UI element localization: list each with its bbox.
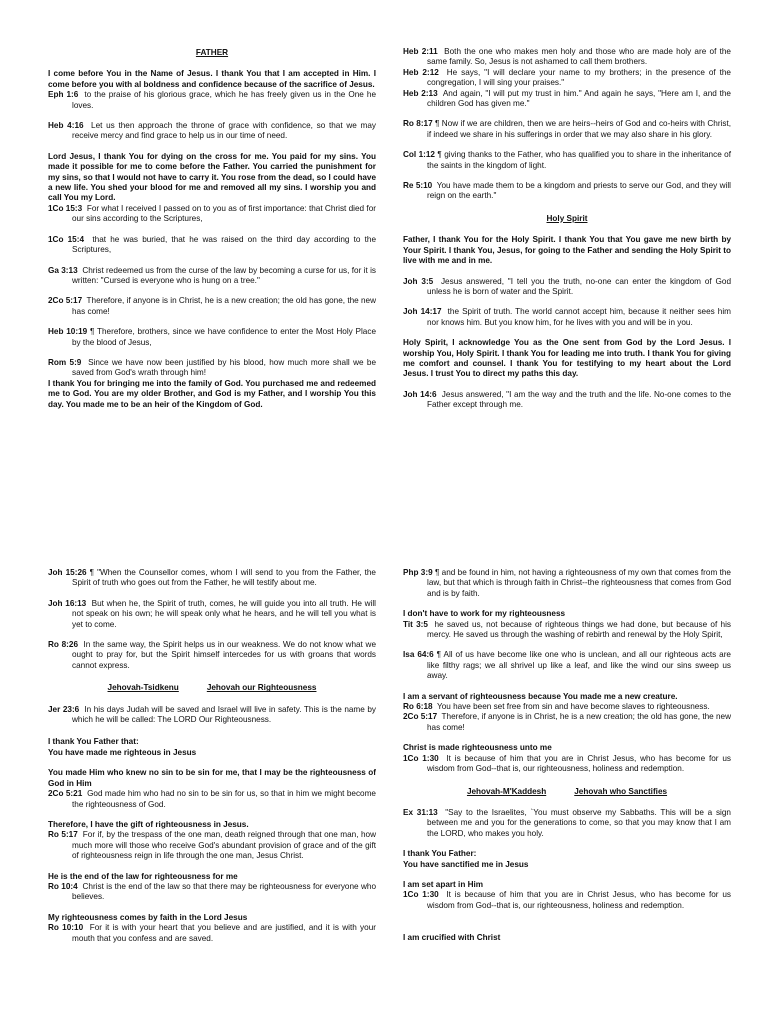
verse-rom-5-9 xyxy=(48,358,376,379)
section-family-holy-spirit xyxy=(403,47,731,411)
verse-text: You have made them to be a kingdom and priests to serve our God, and they will reign on the earth." xyxy=(427,181,731,201)
verse-text: He says, "I will declare your name to my brothers; in the presence of the congregation, I will sing your praises." xyxy=(427,67,731,88)
verse-ga-3-13 xyxy=(48,266,376,287)
verse-text: ¶ and be found in him, not having a righteousness of my own that comes from the law, but that which is through faith in Christ--the righteousness that comes from God and is by faith. xyxy=(427,568,731,598)
verse-text: For if, by the trespass of the one man, death reigned through that one man, how much more will those who receive God's abundant provision of grace and of the gift of righteousness reign in life through the one man, Jesus Christ. xyxy=(72,830,376,861)
verse-ref: Isa 64:6 xyxy=(403,650,434,660)
prayer-paragraph: Lord Jesus, I thank You for dying on the cross for me. You paid for my sins. You made it possible for me to come before the Father. You carried the punishment for my sins, so that I would not have to carry it. You rose from the dead, so I could have a new life. You shed your blood for me and removed all my sins. I worship you and call You my Lord. xyxy=(48,151,376,203)
prayer-line: Therefore, I have the gift of righteousness in Jesus. xyxy=(48,819,249,829)
verse-text: It is because of him that you are in Christ Jesus, who has become for us wisdom from God--that is, our righteousness, holiness and redemption. xyxy=(427,753,731,774)
verse-ref: Heb 10:19 xyxy=(48,327,88,337)
verse-heb-2-12 xyxy=(403,68,731,89)
verse-heb-10-19 xyxy=(48,327,376,348)
verse-ref: Tit 3:5 xyxy=(403,619,428,629)
verse-text: Therefore, if anyone is in Christ, he is a new creation; the old has gone, the new has come! xyxy=(427,712,732,732)
verse-2co-5-17 xyxy=(403,712,731,733)
verse-ref: Joh 15:26 xyxy=(48,568,87,577)
verse-text: "Say to the Israelites, `You must observe my Sabbaths. This will be a sign between me and you for the generations to come, so that you may know that I am the LORD, who makes you holy. xyxy=(427,807,731,838)
verse-1co-1-30 xyxy=(403,890,731,911)
verse-ro-8-17 xyxy=(403,119,731,140)
verse-ref: Rom 5:9 xyxy=(48,357,82,367)
verse-text: ¶ Now if we are children, then we are heirs--heirs of God and co-heirs with Christ, if indeed we share in his sufferings in order that we may also share in his glory. xyxy=(427,119,732,139)
verse-ref: 2Co 5:21 xyxy=(48,789,83,799)
verse-text: You have been set free from sin and have become slaves to righteousness. xyxy=(436,702,710,712)
verse-col-1-12 xyxy=(403,150,731,171)
prayer-line: I am set apart in Him xyxy=(403,879,484,889)
verse-ro-6-18 xyxy=(403,702,731,712)
prayer-line: I don't have to work for my righteousness xyxy=(403,609,566,619)
verse-text: It is because of him that you are in Christ Jesus, who has become for us wisdom from God--that is, our righteousness, holiness and redemption. xyxy=(427,890,731,910)
verse-joh-15-26 xyxy=(48,568,376,589)
heading-name: Jehovah-Tsidkenu xyxy=(107,683,179,693)
verse-heb-2-11 xyxy=(403,47,731,68)
verse-ref: Ro 10:4 xyxy=(48,881,78,891)
verse-ref: Joh 16:13 xyxy=(48,598,87,608)
prayer-paragraph: Father, I thank You for the Holy Spirit. I thank You that You gave me new birth by Your Spirit. I thank You, Jesus, for going to the Father and sending the Holy Spirit to live with me and in me. xyxy=(403,235,731,266)
verse-text: ¶ giving thanks to the Father, who has qualified you to share in the inheritance of the saints in the kingdom of light. xyxy=(427,150,731,170)
verse-ref: Heb 2:12 xyxy=(403,67,439,77)
heading-meaning: Jehovah who Sanctifies xyxy=(574,786,668,796)
verse-ref: Ro 8:17 xyxy=(403,119,433,129)
verse-text: Jesus answered, "I am the way and the truth and the life. No-one comes to the Father except through me. xyxy=(427,389,732,410)
verse-heb-4-16 xyxy=(48,121,376,142)
verse-text: Christ is the end of the law so that there may be righteousness for everyone who believes. xyxy=(72,881,376,902)
heading-meaning: Jehovah our Righteousness xyxy=(206,683,317,693)
prayer-line: You have made me righteous in Jesus xyxy=(48,747,197,757)
verse-ref: Joh 3:5 xyxy=(403,276,434,286)
verse-ref: Ex 31:13 xyxy=(403,807,438,817)
verse-eph-1-6 xyxy=(48,90,376,111)
verse-ref: Ro 10:10 xyxy=(48,923,84,933)
verse-1co-1-30 xyxy=(403,754,731,775)
verse-ref: Ro 6:18 xyxy=(403,702,433,712)
heading-jehovah-tsidkenu xyxy=(48,683,376,693)
verse-text: In his days Judah will be saved and Israel will live in safety. This is the name by which he will be called: The LORD Our Righteousness. xyxy=(72,704,376,725)
verse-joh-16-13 xyxy=(48,599,376,630)
verse-text: Both the one who makes men holy and those who are made holy are of the same family. So, Jesus is not ashamed to call them brothers. xyxy=(427,47,731,67)
verse-re-5-10 xyxy=(403,181,731,202)
verse-text: that he was buried, that he was raised on the third day according to the Scriptures, xyxy=(72,234,376,255)
verse-ref: Heb 2:13 xyxy=(403,88,438,98)
verse-ref: Col 1:12 xyxy=(403,150,435,160)
verse-ref: Ro 8:26 xyxy=(48,640,79,650)
verse-text: For it is with your heart that you believe and are justified, and it is with your mouth that you confess and are saved. xyxy=(72,923,376,943)
verse-text: But when he, the Spirit of truth, comes, he will guide you into all truth. He will not speak on his own; he will speak only what he hears, and he will tell you what is yet to come. xyxy=(72,598,376,629)
verse-ro-10-4 xyxy=(48,882,376,903)
verse-text: ¶ "When the Counsellor comes, whom I will send to you from the Father, the Spirit of truth who goes out from the Father, he will testify about me. xyxy=(72,568,376,588)
verse-ref: Jer 23:6 xyxy=(48,704,80,714)
section-father xyxy=(48,48,376,410)
verse-ex-31-13 xyxy=(403,808,731,839)
verse-joh-3-5 xyxy=(403,277,731,298)
verse-jer-23-6 xyxy=(48,705,376,726)
verse-ro-5-17 xyxy=(48,830,376,861)
verse-ref: 2Co 5:17 xyxy=(403,712,438,722)
verse-text: In the same way, the Spirit helps us in our weakness. We do not know what we ought to pray for, but the Spirit himself intercedes for us with groans that words cannot express. xyxy=(72,640,377,670)
heading-father: FATHER xyxy=(195,48,229,57)
verse-1co-15-4 xyxy=(48,235,376,256)
verse-text: Christ redeemed us from the curse of the law by becoming a curse for us, for it is written: "Cursed is everyone who is hung on a tree." xyxy=(72,265,376,285)
verse-2co-5-21 xyxy=(48,789,376,810)
verse-text: Therefore, if anyone is in Christ, he is a new creation; the old has gone, the new has come! xyxy=(72,296,377,316)
verse-heb-2-13 xyxy=(403,89,731,110)
verse-text: he saved us, not because of righteous things we had done, but because of his mercy. He saved us through the washing of rebirth and renewal by the Holy Spirit, xyxy=(427,619,731,640)
heading-name: Jehovah-M'Kaddesh xyxy=(466,786,547,796)
verse-text: Since we have now been justified by his blood, how much more shall we be saved from God's wrath through him! xyxy=(72,357,376,378)
verse-ref: 2Co 5:17 xyxy=(48,296,83,306)
heading-holy-spirit: Holy Spirit xyxy=(546,213,588,223)
prayer-line: I thank You Father: xyxy=(403,849,477,859)
verse-ref: Joh 14:6 xyxy=(403,389,437,399)
verse-text: Jesus answered, "I tell you the truth, no-one can enter the kingdom of God unless he is born of water and the Spirit. xyxy=(427,276,731,296)
verse-text: Let us then approach the throne of grace with confidence, so that we may receive mercy and find grace to help us in our time of need. xyxy=(72,121,376,141)
verse-text: And again, "I will put my trust in him." And again he says, "Here am I, and the children God has given me." xyxy=(427,88,731,109)
verse-tit-3-5 xyxy=(403,620,731,641)
verse-isa-64-6 xyxy=(403,650,731,681)
verse-text: ¶ Therefore, brothers, since we have confidence to enter the Most Holy Place by the blood of Jesus, xyxy=(72,327,376,347)
heading-jehovah-mkaddesh xyxy=(403,787,731,797)
verse-ro-8-26 xyxy=(48,640,376,671)
verse-text: For what I received I passed on to you as of first importance: that Christ died for our sins according to the Scriptures, xyxy=(72,203,376,224)
prayer-paragraph: I thank You for bringing me into the family of God. You purchased me and redeemed me to God. You are my older Brother, and God is my Father, and I worship You this day. You made me to be an heir of the Kingdom of God. xyxy=(48,378,376,409)
verse-ref: Joh 14:17 xyxy=(403,307,442,317)
prayer-line: You have sanctified me in Jesus xyxy=(403,859,529,869)
prayer-line: I am crucified with Christ xyxy=(403,933,501,943)
verse-ref: 1Co 15:3 xyxy=(48,203,83,213)
prayer-line: My righteousness comes by faith in the Lord Jesus xyxy=(48,912,248,922)
verse-text: the Spirit of truth. The world cannot accept him, because it neither sees him nor knows him. But you know him, for he lives with you and will be in you. xyxy=(427,307,731,327)
verse-1co-15-3 xyxy=(48,204,376,225)
verse-ref: Heb 2:11 xyxy=(403,47,438,56)
prayer-paragraph: I come before You in the Name of Jesus. I thank You that I am accepted in Him. I come before you with al boldness and confidence because of the sacrifice of Jesus. xyxy=(48,69,376,89)
verse-joh-14-6 xyxy=(403,390,731,411)
prayer-line: He is the end of the law for righteousness for me xyxy=(48,871,238,881)
verse-ref: Ro 5:17 xyxy=(48,830,78,840)
verse-ref: Ga 3:13 xyxy=(48,265,78,275)
prayer-line: I am a servant of righteousness because You made me a new creature. xyxy=(403,691,678,701)
verse-ro-10-10 xyxy=(48,923,376,944)
verse-php-3-9 xyxy=(403,568,731,599)
section-jehovah-tsidkenu xyxy=(48,568,376,944)
verse-2co-5-17 xyxy=(48,296,376,317)
prayer-line: I thank You Father that: xyxy=(48,737,139,747)
verse-ref: 1Co 1:30 xyxy=(403,753,439,763)
section-jehovah-mkaddesh xyxy=(403,568,731,944)
prayer-line: Christ is made righteousness unto me xyxy=(403,743,552,753)
prayer-paragraph: Holy Spirit, I acknowledge You as the One sent from God by the Lord Jesus. I worship You, Holy Spirit. I thank You for leading me into truth. I thank You for giving me comfort and counsel. I thank You for testifying to my heart about the Lord Jesus. I trust You to direct my paths this day. xyxy=(403,338,731,379)
verse-text: to the praise of his glorious grace, which he has freely given us in the One he loves. xyxy=(72,90,376,110)
verse-ref: Php 3:9 xyxy=(403,568,433,577)
verse-ref: 1Co 1:30 xyxy=(403,890,439,900)
verse-text: God made him who had no sin to be sin for us, so that in him we might become the righteousness of God. xyxy=(72,789,376,809)
verse-ref: Heb 4:16 xyxy=(48,121,84,131)
verse-ref: 1Co 15:4 xyxy=(48,234,85,244)
verse-ref: Re 5:10 xyxy=(403,181,433,191)
prayer-line: You made Him who knew no sin to be sin for me, that I may be the righteousness of God in Him xyxy=(48,768,376,788)
verse-text: ¶ All of us have become like one who is unclean, and all our righteous acts are like filthy rags; we all shrivel up like a leaf, and like the wind our sins sweep us away. xyxy=(427,650,731,681)
verse-joh-14-17 xyxy=(403,307,731,328)
verse-ref: Eph 1:6 xyxy=(48,90,79,100)
